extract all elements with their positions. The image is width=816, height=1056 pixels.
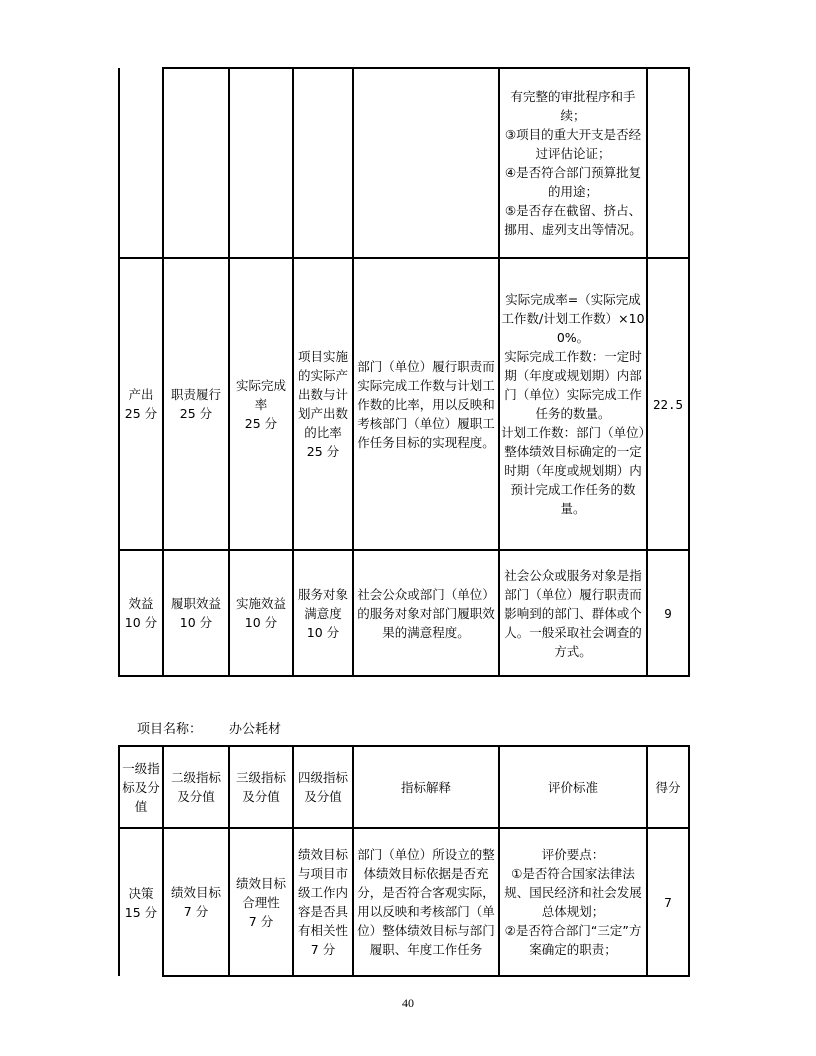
header-score: 得分 <box>647 746 689 828</box>
criteria-text: ⑤是否存在截留、挤占、挪用、虚列支出等情况。 <box>504 203 642 237</box>
cell-level1 <box>119 258 163 550</box>
cell-explanation: 社会公众或部门（单位）的服务对象对部门履职效果的满意程度。 <box>353 550 499 676</box>
cell-level1 <box>119 550 163 676</box>
level2-name: 履职效益 <box>170 596 221 611</box>
cell-level3 <box>229 68 293 258</box>
level4-points: 10 分 <box>306 624 340 640</box>
table-row <box>119 68 689 258</box>
cell-level2 <box>163 68 229 258</box>
table-row <box>119 258 689 550</box>
evaluation-table <box>118 745 690 977</box>
header-level2: 二级指标及分值 <box>163 746 229 828</box>
header-level3: 三级指标及分值 <box>229 746 293 828</box>
cell-explanation: 部门（单位）履行职责而实际完成工作数与计划工作数的比率，用以反映和考核部门（单位）履职工作任务目标的实现程度。 <box>353 258 499 550</box>
level1-name: 产出 <box>128 387 154 402</box>
header-level4: 四级指标及分值 <box>293 746 353 828</box>
criteria-text: ②是否符合部门“三定”方案确定的职责； <box>504 923 642 957</box>
level2-points: 10 分 <box>179 615 213 630</box>
cell-criteria <box>499 68 647 258</box>
cell-level4 <box>293 68 353 258</box>
level3-name: 实施效益 <box>235 596 286 611</box>
level1-points: 15 分 <box>124 904 158 920</box>
cell-level2 <box>163 828 229 976</box>
cell-level3 <box>229 828 293 976</box>
criteria-text: 实际完成率=（实际完成工作数/计划工作数）×100%。 <box>501 292 645 345</box>
cell-criteria <box>499 550 647 676</box>
level3-name: 绩效目标合理性 <box>235 875 286 910</box>
level3-points: 10 分 <box>244 615 278 630</box>
evaluation-table-continued <box>118 67 690 677</box>
criteria-text: 计划工作数：部门（单位）整体绩效目标确定的一定时期（年度或规划期）内预计完成工作任务的数量。 <box>501 425 645 516</box>
cell-level2 <box>163 258 229 550</box>
level4-points: 7 分 <box>310 942 336 957</box>
level4-name: 项目实施的实际产出数与计划产出数的比率 <box>297 349 348 440</box>
level2-points: 7 分 <box>183 904 209 919</box>
cell-criteria <box>499 828 647 976</box>
level3-name: 实际完成率 <box>235 377 286 412</box>
header-explanation: 指标解释 <box>353 746 499 828</box>
level1-points: 10 分 <box>124 615 158 630</box>
criteria-text: ①是否符合国家法律法规、国民经济和社会发展总体规划； <box>504 866 642 919</box>
cell-level1 <box>119 828 163 976</box>
level1-name: 效益 <box>128 596 154 611</box>
criteria-text: 社会公众或服务对象是指部门（单位）履行职责而影响到的部门、群体或个人。一般采取社会调查的方式。 <box>504 567 642 659</box>
level2-name: 绩效目标 <box>170 885 221 900</box>
level4-name: 绩效目标与项目市级工作内容是否具有相关性 <box>297 847 348 938</box>
level2-name: 职责履行 <box>170 387 221 402</box>
cell-level4 <box>293 258 353 550</box>
cell-level4 <box>293 828 353 976</box>
criteria-text: 实际完成工作数：一定时期（年度或规划期）内部门（单位）实际完成工作任务的数量。 <box>504 349 642 421</box>
cell-score <box>647 68 689 258</box>
table-row <box>119 828 689 976</box>
level4-name: 服务对象满意度 <box>297 586 348 621</box>
level1-name: 决策 <box>128 885 154 901</box>
level3-points: 25 分 <box>244 415 278 431</box>
cell-criteria <box>499 258 647 550</box>
cell-level3 <box>229 258 293 550</box>
cell-explanation: 部门（单位）所设立的整体绩效目标依据是否充分，是否符合客观实际，用以反映和考核部门（单位）整体绩效目标与部门履职、年度工作任务 <box>353 828 499 976</box>
cell-score: 22.5 <box>647 258 689 550</box>
criteria-text: 有完整的审批程序和手续； <box>510 89 636 123</box>
cell-level3 <box>229 550 293 676</box>
header-criteria: 评价标准 <box>499 746 647 828</box>
project-name-value: 办公耗材 <box>229 722 282 737</box>
project-name-label: 项目名称： <box>137 722 203 737</box>
criteria-text: ③项目的重大开支是否经过评估论证； <box>504 127 642 161</box>
table-header-row <box>119 746 689 828</box>
page-number: 40 <box>402 996 414 1010</box>
criteria-text: ④是否符合部门预算批复的用途； <box>504 165 642 199</box>
project-name-line <box>137 718 281 737</box>
level3-points: 7 分 <box>248 913 274 929</box>
cell-level4 <box>293 550 353 676</box>
criteria-text: 评价要点： <box>541 847 605 862</box>
level1-points: 25 分 <box>124 406 158 421</box>
level2-points: 25 分 <box>179 406 213 421</box>
cell-score: 9 <box>647 550 689 676</box>
cell-level1 <box>119 68 163 258</box>
cell-explanation <box>353 68 499 258</box>
level4-points: 25 分 <box>306 444 340 459</box>
table-row <box>119 550 689 676</box>
header-level1: 一级指标及分值 <box>119 746 163 828</box>
cell-score: 7 <box>647 828 689 976</box>
cell-level2 <box>163 550 229 676</box>
